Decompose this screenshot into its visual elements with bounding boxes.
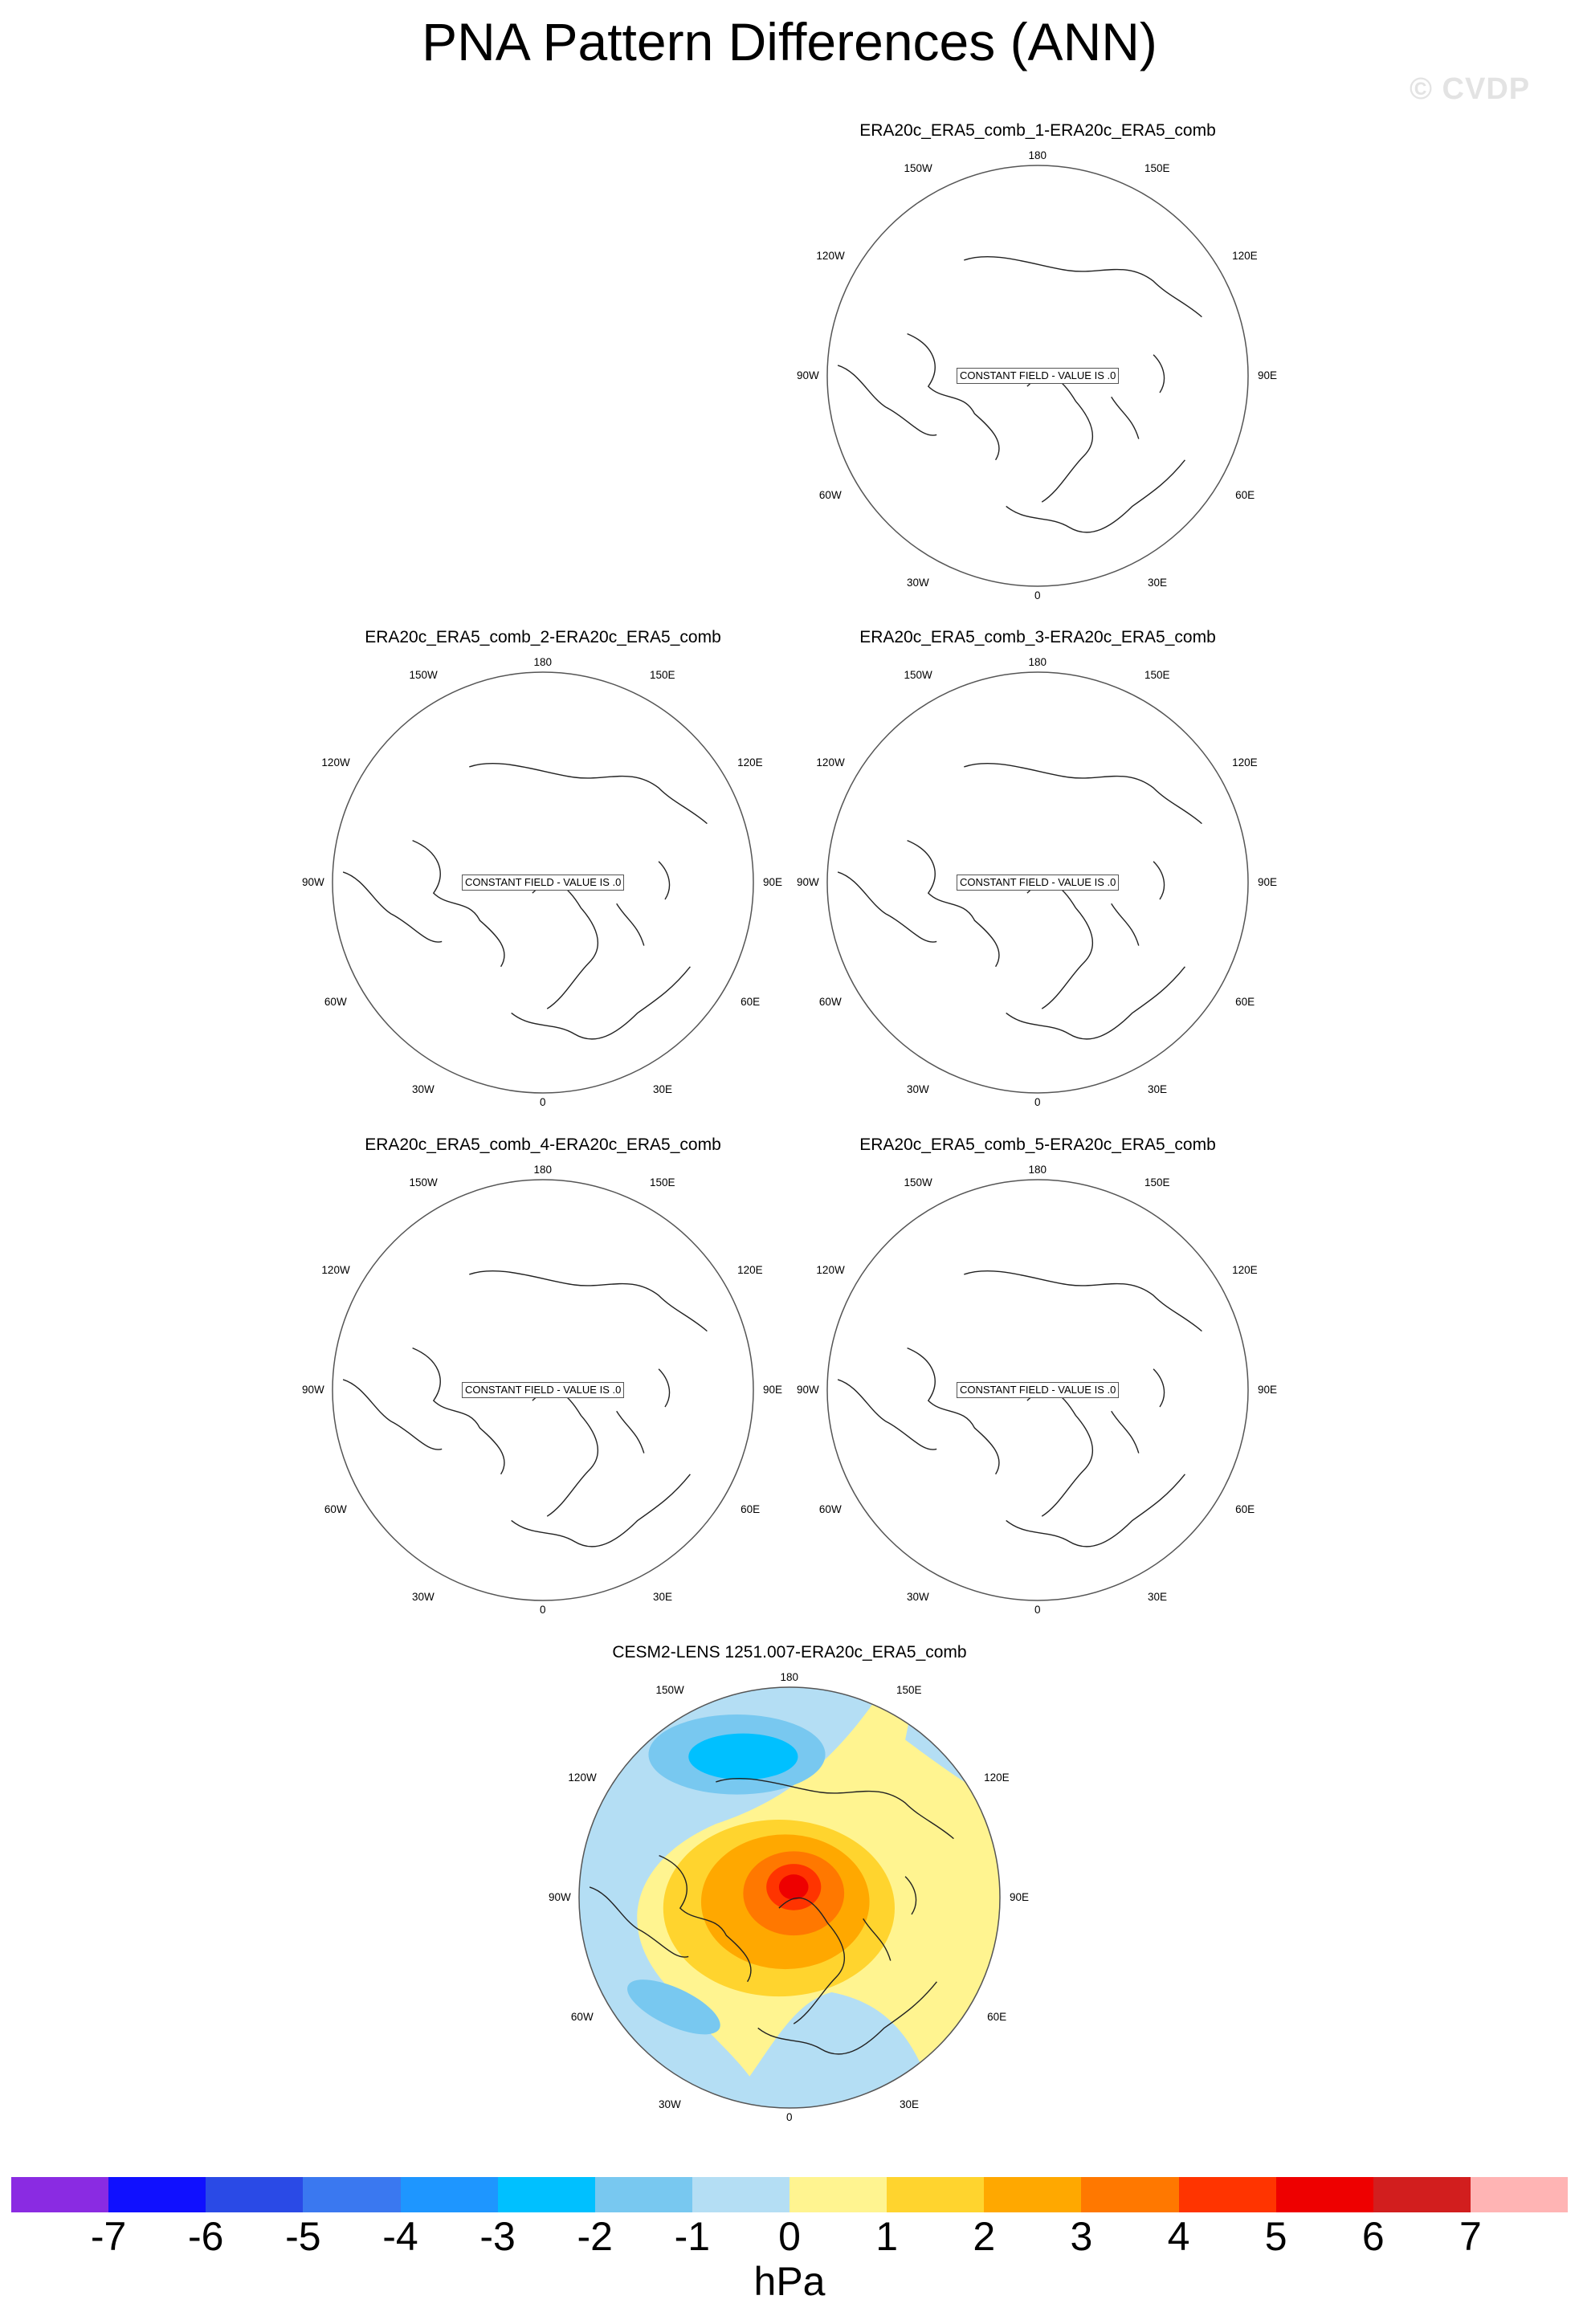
longitude-label: 120E (984, 1772, 1010, 1784)
longitude-label: 180 (780, 1671, 799, 1683)
colorbar-swatch (1471, 2177, 1568, 2212)
longitude-label: 150W (904, 1176, 932, 1189)
colorbar-tick: 2 (973, 2214, 996, 2259)
colorbar-swatch (1276, 2177, 1373, 2212)
longitude-label: 60E (1235, 489, 1255, 501)
longitude-label: 30W (659, 2098, 681, 2111)
longitude-label: 150E (650, 1176, 675, 1189)
colorbar-swatch (303, 2177, 400, 2212)
longitude-label: 30W (907, 1083, 929, 1096)
longitude-label: 90W (302, 876, 324, 888)
longitude-label: 30E (653, 1591, 673, 1604)
colorbar-tick: -4 (382, 2214, 418, 2259)
longitude-label: 90E (1258, 1384, 1278, 1396)
longitude-label: 90W (797, 876, 819, 888)
panel-title: ERA20c_ERA5_comb_2-ERA20c_ERA5_comb (365, 628, 721, 646)
longitude-label: 30E (1148, 577, 1168, 589)
longitude-label: 120W (321, 756, 350, 769)
longitude-label: 0 (1034, 589, 1041, 601)
colorbar-tick: -2 (577, 2214, 613, 2259)
longitude-label: 60E (741, 996, 761, 1008)
longitude-label: 180 (1028, 149, 1047, 161)
longitude-label: 90W (797, 369, 819, 381)
longitude-label: 150E (896, 1683, 922, 1696)
colorbar-swatch (206, 2177, 303, 2212)
constant-field-label: CONSTANT FIELD - VALUE IS .0 (957, 875, 1119, 891)
longitude-label: 120W (816, 250, 845, 262)
longitude-label: 60W (818, 1503, 842, 1515)
longitude-label: 30E (1148, 1591, 1168, 1604)
panel-title: ERA20c_ERA5_comb_5-ERA20c_ERA5_comb (859, 1135, 1216, 1154)
longitude-label: 0 (786, 2111, 793, 2123)
longitude-label: 150W (904, 668, 932, 681)
longitude-label: 120W (816, 1264, 845, 1276)
colorbar-swatch (790, 2177, 887, 2212)
colorbar-tick: 0 (778, 2214, 801, 2259)
longitude-label: 180 (533, 656, 553, 668)
longitude-label: 60W (324, 1503, 347, 1515)
colorbar-tick: 3 (1070, 2214, 1093, 2259)
constant-field-label: CONSTANT FIELD - VALUE IS .0 (462, 1382, 624, 1398)
coastline (343, 1271, 707, 1547)
longitude-label: 120E (737, 1264, 763, 1276)
figure-title: PNA Pattern Differences (ANN) (422, 12, 1157, 71)
colorbar-tick: 6 (1361, 2214, 1385, 2259)
colorbar-swatch (1081, 2177, 1178, 2212)
colorbar-swatch (1179, 2177, 1276, 2212)
longitude-label: 60W (818, 996, 842, 1008)
longitude-label: 30E (1148, 1083, 1168, 1096)
longitude-label: 150E (1144, 161, 1170, 174)
longitude-label: 60E (987, 2011, 1007, 2023)
longitude-label: 150E (650, 668, 675, 681)
longitude-label: 0 (1034, 1604, 1041, 1616)
longitude-label: 90W (302, 1384, 324, 1396)
longitude-label: 90E (1258, 369, 1278, 381)
polar-map-filled (577, 1683, 1002, 2110)
colorbar-tick: -1 (674, 2214, 711, 2259)
longitude-label: 180 (1028, 1164, 1047, 1176)
longitude-label: 150W (904, 161, 932, 174)
longitude-label: 90W (797, 1384, 819, 1396)
panel-title: ERA20c_ERA5_comb_3-ERA20c_ERA5_comb (859, 628, 1216, 646)
coastline (838, 257, 1202, 532)
longitude-label: 90W (549, 1891, 571, 1903)
longitude-label: 0 (540, 1604, 546, 1616)
colorbar-tick: 1 (875, 2214, 899, 2259)
longitude-label: 0 (1034, 1096, 1041, 1108)
constant-field-label: CONSTANT FIELD - VALUE IS .0 (957, 1382, 1119, 1398)
colorbar-swatch (11, 2177, 108, 2212)
longitude-label: 60W (324, 996, 347, 1008)
longitude-label: 150E (1144, 668, 1170, 681)
colorbar-swatch (498, 2177, 595, 2212)
colorbar-swatch (984, 2177, 1081, 2212)
watermark-logo: © CVDP (1410, 72, 1531, 106)
colorbar-swatch (595, 2177, 692, 2212)
longitude-label: 150E (1144, 1176, 1170, 1189)
colorbar-tick: 5 (1264, 2214, 1287, 2259)
longitude-label: 60W (818, 489, 842, 501)
longitude-label: 180 (533, 1164, 553, 1176)
constant-field-label: CONSTANT FIELD - VALUE IS .0 (957, 368, 1119, 384)
colorbar-tick: -5 (285, 2214, 321, 2259)
longitude-label: 120E (1232, 250, 1258, 262)
longitude-label: 90E (763, 1384, 783, 1396)
longitude-label: 30E (653, 1083, 673, 1096)
longitude-label: 90E (763, 876, 783, 888)
colorbar-tick: -6 (188, 2214, 224, 2259)
colorbar-swatch (887, 2177, 984, 2212)
longitude-label: 30W (907, 577, 929, 589)
longitude-label: 150W (409, 668, 438, 681)
colorbar-tick: -3 (479, 2214, 516, 2259)
longitude-label: 60E (1235, 1503, 1255, 1515)
longitude-label: 30W (412, 1591, 435, 1604)
panel-title: ERA20c_ERA5_comb_1-ERA20c_ERA5_comb (859, 121, 1216, 140)
panel-title: CESM2-LENS 1251.007-ERA20c_ERA5_comb (612, 1643, 967, 1661)
longitude-label: 120E (1232, 1264, 1258, 1276)
coastline (838, 764, 1202, 1039)
longitude-label: 120E (737, 756, 763, 769)
longitude-label: 90E (1258, 876, 1278, 888)
colorbar-unit-label: hPa (753, 2259, 826, 2304)
colorbar-tick: 4 (1167, 2214, 1190, 2259)
colorbar-swatch (692, 2177, 790, 2212)
coastline (838, 1271, 1202, 1547)
longitude-label: 30E (900, 2098, 920, 2111)
coastline (343, 764, 707, 1039)
longitude-label: 60W (570, 2011, 594, 2023)
longitude-label: 60E (1235, 996, 1255, 1008)
colorbar-swatch (401, 2177, 498, 2212)
longitude-label: 30W (907, 1591, 929, 1604)
contour-fill (579, 1687, 1000, 2108)
colorbar-swatch (1373, 2177, 1471, 2212)
panel-title: ERA20c_ERA5_comb_4-ERA20c_ERA5_comb (365, 1135, 721, 1154)
colorbar-swatch (108, 2177, 206, 2212)
longitude-label: 0 (540, 1096, 546, 1108)
longitude-label: 90E (1010, 1891, 1030, 1903)
constant-field-label: CONSTANT FIELD - VALUE IS .0 (462, 875, 624, 891)
longitude-label: 120E (1232, 756, 1258, 769)
colorbar (11, 2177, 1568, 2212)
longitude-label: 120W (568, 1772, 597, 1784)
longitude-label: 180 (1028, 656, 1047, 668)
colorbar-tick: -7 (90, 2214, 127, 2259)
longitude-label: 60E (741, 1503, 761, 1515)
longitude-label: 30W (412, 1083, 435, 1096)
longitude-label: 120W (321, 1264, 350, 1276)
longitude-label: 150W (655, 1683, 684, 1696)
colorbar-tick: 7 (1459, 2214, 1482, 2259)
longitude-label: 120W (816, 756, 845, 769)
longitude-label: 150W (409, 1176, 438, 1189)
